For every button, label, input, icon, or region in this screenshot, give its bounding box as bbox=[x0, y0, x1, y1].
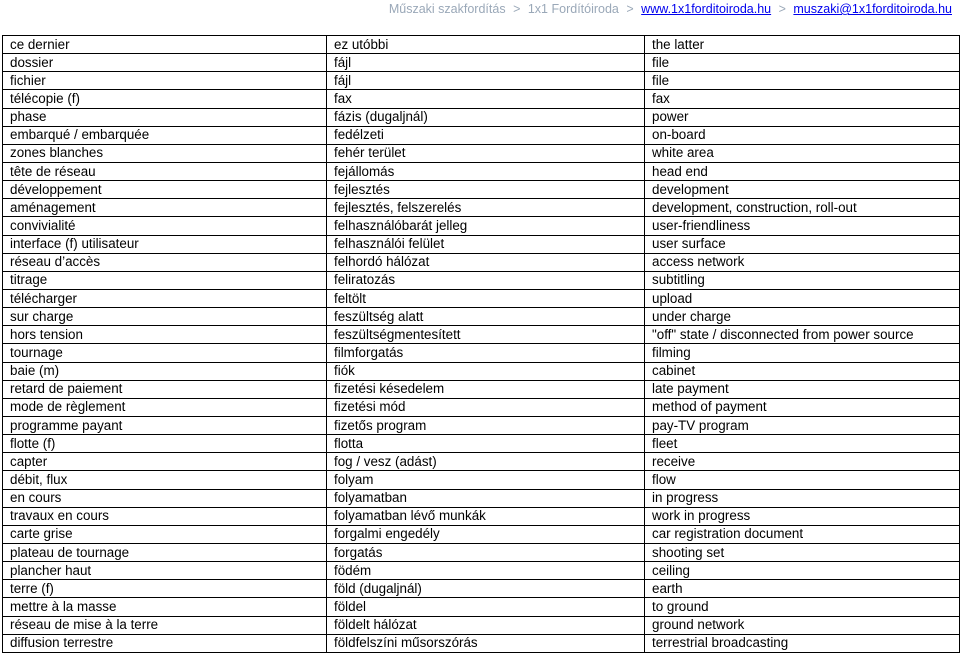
english-term-cell: under charge bbox=[645, 308, 960, 326]
hungarian-term-cell: fax bbox=[327, 90, 645, 108]
english-term-cell: ceiling bbox=[645, 562, 960, 580]
hungarian-term-cell: feszültségmentesített bbox=[327, 326, 645, 344]
english-term-cell: pay-TV program bbox=[645, 416, 960, 434]
french-term-cell: capter bbox=[3, 453, 327, 471]
table-row bbox=[3, 162, 960, 180]
french-term-cell: retard de paiement bbox=[3, 380, 327, 398]
hungarian-term-cell: fizetési késedelem bbox=[327, 380, 645, 398]
breadcrumb-separator: > bbox=[513, 2, 521, 16]
french-term-cell: programme payant bbox=[3, 416, 327, 434]
table-row bbox=[3, 199, 960, 217]
hungarian-term-cell: föld (dugaljnál) bbox=[327, 580, 645, 598]
french-term-cell: mode de règlement bbox=[3, 398, 327, 416]
hungarian-term-cell: forgatás bbox=[327, 543, 645, 561]
english-term-cell: terrestrial broadcasting bbox=[645, 634, 960, 652]
french-term-cell: télécopie (f) bbox=[3, 90, 327, 108]
table-row bbox=[3, 362, 960, 380]
hungarian-term-cell: fájl bbox=[327, 72, 645, 90]
website-link[interactable]: www.1x1forditoiroda.hu bbox=[641, 2, 772, 16]
table-row bbox=[3, 435, 960, 453]
english-term-cell: work in progress bbox=[645, 507, 960, 525]
table-row bbox=[3, 289, 960, 307]
french-term-cell: embarqué / embarquée bbox=[3, 126, 327, 144]
french-term-cell: en cours bbox=[3, 489, 327, 507]
hungarian-term-cell: földelt hálózat bbox=[327, 616, 645, 634]
table-row bbox=[3, 144, 960, 162]
english-term-cell: on-board bbox=[645, 126, 960, 144]
english-term-cell: flow bbox=[645, 471, 960, 489]
french-term-cell: plateau de tournage bbox=[3, 543, 327, 561]
hungarian-term-cell: földfelszíni műsorszórás bbox=[327, 634, 645, 652]
french-term-cell: hors tension bbox=[3, 326, 327, 344]
french-term-cell: phase bbox=[3, 108, 327, 126]
hungarian-term-cell: feliratozás bbox=[327, 271, 645, 289]
hungarian-term-cell: fehér terület bbox=[327, 144, 645, 162]
table-row bbox=[3, 398, 960, 416]
hungarian-term-cell: filmforgatás bbox=[327, 344, 645, 362]
english-term-cell: fax bbox=[645, 90, 960, 108]
french-term-cell: télécharger bbox=[3, 289, 327, 307]
table-row bbox=[3, 507, 960, 525]
english-term-cell: development bbox=[645, 181, 960, 199]
french-term-cell: mettre à la masse bbox=[3, 598, 327, 616]
table-row bbox=[3, 525, 960, 543]
hungarian-term-cell: forgalmi engedély bbox=[327, 525, 645, 543]
french-term-cell: plancher haut bbox=[3, 562, 327, 580]
english-term-cell: user surface bbox=[645, 235, 960, 253]
hungarian-term-cell: folyam bbox=[327, 471, 645, 489]
table-row bbox=[3, 489, 960, 507]
table-row bbox=[3, 126, 960, 144]
hungarian-term-cell: fejlesztés bbox=[327, 181, 645, 199]
email-link[interactable]: muszaki@1x1forditoiroda.hu bbox=[793, 2, 952, 16]
table-row bbox=[3, 634, 960, 652]
table-row bbox=[3, 90, 960, 108]
english-term-cell: access network bbox=[645, 253, 960, 271]
glossary-table-body bbox=[3, 36, 960, 653]
table-row bbox=[3, 54, 960, 72]
table-row bbox=[3, 235, 960, 253]
hungarian-term-cell: folyamatban bbox=[327, 489, 645, 507]
hungarian-term-cell: fog / vesz (adást) bbox=[327, 453, 645, 471]
french-term-cell: terre (f) bbox=[3, 580, 327, 598]
english-term-cell: upload bbox=[645, 289, 960, 307]
french-term-cell: carte grise bbox=[3, 525, 327, 543]
french-term-cell: baie (m) bbox=[3, 362, 327, 380]
table-row bbox=[3, 36, 960, 54]
english-term-cell: subtitling bbox=[645, 271, 960, 289]
table-row bbox=[3, 562, 960, 580]
french-term-cell: flotte (f) bbox=[3, 435, 327, 453]
hungarian-term-cell: fizetős program bbox=[327, 416, 645, 434]
table-row bbox=[3, 453, 960, 471]
hungarian-term-cell: fázis (dugaljnál) bbox=[327, 108, 645, 126]
english-term-cell: to ground bbox=[645, 598, 960, 616]
french-term-cell: aménagement bbox=[3, 199, 327, 217]
table-row bbox=[3, 616, 960, 634]
hungarian-term-cell: flotta bbox=[327, 435, 645, 453]
table-row bbox=[3, 380, 960, 398]
table-row bbox=[3, 543, 960, 561]
french-term-cell: réseau de mise à la terre bbox=[3, 616, 327, 634]
table-row bbox=[3, 217, 960, 235]
table-row bbox=[3, 471, 960, 489]
english-term-cell: late payment bbox=[645, 380, 960, 398]
french-term-cell: réseau d’accès bbox=[3, 253, 327, 271]
hungarian-term-cell: fiók bbox=[327, 362, 645, 380]
french-term-cell: ce dernier bbox=[3, 36, 327, 54]
english-term-cell: file bbox=[645, 72, 960, 90]
hungarian-term-cell: feltölt bbox=[327, 289, 645, 307]
hungarian-term-cell: fizetési mód bbox=[327, 398, 645, 416]
breadcrumb-office: 1x1 Fordítóiroda bbox=[527, 2, 619, 16]
english-term-cell: shooting set bbox=[645, 543, 960, 561]
english-term-cell: cabinet bbox=[645, 362, 960, 380]
table-row bbox=[3, 416, 960, 434]
hungarian-term-cell: fájl bbox=[327, 54, 645, 72]
english-term-cell: "off" state / disconnected from power source bbox=[645, 326, 960, 344]
table-row bbox=[3, 308, 960, 326]
english-term-cell: the latter bbox=[645, 36, 960, 54]
breadcrumb-separator: > bbox=[778, 2, 786, 16]
english-term-cell: car registration document bbox=[645, 525, 960, 543]
english-term-cell: user-friendliness bbox=[645, 217, 960, 235]
table-row bbox=[3, 108, 960, 126]
hungarian-term-cell: felhordó hálózat bbox=[327, 253, 645, 271]
hungarian-term-cell: feszültség alatt bbox=[327, 308, 645, 326]
table-row bbox=[3, 72, 960, 90]
french-term-cell: tournage bbox=[3, 344, 327, 362]
english-term-cell: file bbox=[645, 54, 960, 72]
english-term-cell: ground network bbox=[645, 616, 960, 634]
english-term-cell: filming bbox=[645, 344, 960, 362]
french-term-cell: développement bbox=[3, 181, 327, 199]
french-term-cell: dossier bbox=[3, 54, 327, 72]
french-term-cell: débit, flux bbox=[3, 471, 327, 489]
english-term-cell: method of payment bbox=[645, 398, 960, 416]
french-term-cell: titrage bbox=[3, 271, 327, 289]
french-term-cell: zones blanches bbox=[3, 144, 327, 162]
english-term-cell: head end bbox=[645, 162, 960, 180]
french-term-cell: diffusion terrestre bbox=[3, 634, 327, 652]
hungarian-term-cell: fejlesztés, felszerelés bbox=[327, 199, 645, 217]
hungarian-term-cell: ez utóbbi bbox=[327, 36, 645, 54]
french-term-cell: fichier bbox=[3, 72, 327, 90]
english-term-cell: in progress bbox=[645, 489, 960, 507]
breadcrumb-site: Műszaki szakfordítás bbox=[388, 2, 506, 16]
english-term-cell: development, construction, roll-out bbox=[645, 199, 960, 217]
french-term-cell: travaux en cours bbox=[3, 507, 327, 525]
hungarian-term-cell: felhasználói felület bbox=[327, 235, 645, 253]
english-term-cell: earth bbox=[645, 580, 960, 598]
french-term-cell: tête de réseau bbox=[3, 162, 327, 180]
english-term-cell: receive bbox=[645, 453, 960, 471]
table-row bbox=[3, 580, 960, 598]
table-row bbox=[3, 253, 960, 271]
hungarian-term-cell: fejállomás bbox=[327, 162, 645, 180]
english-term-cell: fleet bbox=[645, 435, 960, 453]
page-header bbox=[389, 0, 952, 20]
table-row bbox=[3, 326, 960, 344]
hungarian-term-cell: födém bbox=[327, 562, 645, 580]
french-term-cell: interface (f) utilisateur bbox=[3, 235, 327, 253]
table-row bbox=[3, 344, 960, 362]
breadcrumb-separator: > bbox=[626, 2, 634, 16]
french-term-cell: convivialité bbox=[3, 217, 327, 235]
hungarian-term-cell: fedélzeti bbox=[327, 126, 645, 144]
table-row bbox=[3, 181, 960, 199]
table-row bbox=[3, 271, 960, 289]
hungarian-term-cell: folyamatban lévő munkák bbox=[327, 507, 645, 525]
french-term-cell: sur charge bbox=[3, 308, 327, 326]
glossary-table bbox=[2, 35, 960, 653]
hungarian-term-cell: földel bbox=[327, 598, 645, 616]
english-term-cell: white area bbox=[645, 144, 960, 162]
english-term-cell: power bbox=[645, 108, 960, 126]
hungarian-term-cell: felhasználóbarát jelleg bbox=[327, 217, 645, 235]
table-row bbox=[3, 598, 960, 616]
